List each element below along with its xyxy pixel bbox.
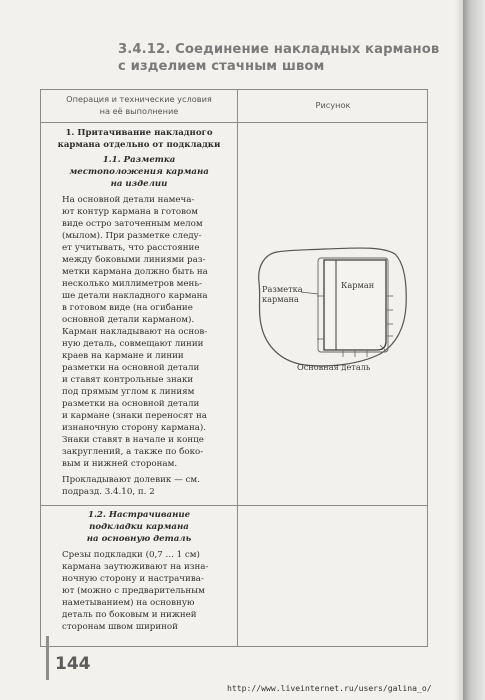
subheading-1-2-line-3: на основную деталь: [86, 534, 192, 544]
body-text-line: метки кармана должно быть на: [62, 267, 208, 277]
body-text-line: Срезы подкладки (0,7 ... 1 см): [62, 550, 200, 560]
body-text-line: и ставят контрольные знаки: [62, 375, 194, 385]
pocket-marking-figure: [255, 244, 415, 376]
label-pocket-marking-line-1: Разметка: [262, 284, 303, 294]
subheading-1-1-line-3: на изделии: [110, 179, 168, 189]
column-header-operation-line-2: на её выполнение: [99, 106, 179, 116]
subheading-1-2-line-2: подкладки кармана: [89, 522, 189, 532]
marking-leader-line: [301, 292, 318, 294]
page-number-bar: [46, 636, 49, 680]
body-text-line: Знаки ставят в начале и конце: [62, 435, 204, 445]
body-text-line: деталь по боковым и нижней: [62, 610, 197, 620]
column-header-figure: Рисунок: [315, 100, 351, 110]
subheading-1-2-line-1: 1.2. Настрачивание: [87, 510, 191, 520]
page-number: 144: [55, 654, 91, 674]
body-text-line: сторонам швом шириной: [62, 622, 178, 632]
body-text-line: ет учитывать, что расстояние: [62, 243, 200, 253]
column-header-operation-line-1: Операция и технические условия: [66, 94, 212, 104]
operation-heading-line-1: 1. Притачивание накладного: [65, 128, 213, 138]
operation-heading-line-2: кармана отдельно от подкладки: [57, 140, 221, 150]
subheading-1-1-line-2: местоположения кармана: [69, 167, 209, 177]
body-text-line: наметыванием) на основную: [62, 598, 195, 608]
body-text-line: разметки на основной детали: [62, 363, 200, 373]
body-text-line: ют контур кармана в готовом: [62, 207, 199, 217]
body-text-line: в готовом виде (на огибание: [62, 303, 193, 313]
body-text-line: краев на кармане и линии: [62, 351, 184, 361]
page-edge-shadow: [455, 0, 463, 700]
pocket-outline: [324, 260, 386, 350]
section-title-line-2: с изделием стачным швом: [118, 59, 325, 74]
body-text-line: основной детали карманом).: [62, 315, 195, 325]
body-text-line: На основной детали намеча-: [62, 195, 195, 205]
body-text-line: закруглений, а также по боко-: [62, 447, 204, 457]
book-spine-shadow: [463, 0, 485, 700]
body-text-line: кармана заутюживают на изна-: [62, 562, 209, 572]
column-divider: [237, 89, 238, 647]
body-text-line: ше детали накладного кармана: [62, 291, 208, 301]
body-text-line: Прокладывают долевик — см.: [62, 475, 200, 485]
header-divider: [40, 122, 428, 123]
body-text-line: изнаночную сторону кармана).: [62, 423, 207, 433]
body-text-line: ную деталь, совмещают линии: [62, 339, 204, 349]
body-text-line: ночную сторону и настрачива-: [62, 574, 204, 584]
subheading-1-1-line-1: 1.1. Разметка: [102, 155, 176, 165]
body-text-line: виде остро заточенным мелом: [62, 219, 203, 229]
body-text-line: под прямым углом к линиям: [62, 387, 195, 397]
body-text-line: между боковыми линиями раз-: [62, 255, 206, 265]
body-text-line: ют (можно с предварительным: [62, 586, 205, 596]
source-watermark: http://www.liveinternet.ru/users/galina_o/: [227, 683, 432, 693]
body-text-line: Карман накладывают на основ-: [62, 327, 208, 337]
row-divider: [40, 505, 428, 506]
body-text-line: (мылом). При разметке следу-: [62, 231, 202, 241]
label-pocket-marking-line-2: кармана: [262, 294, 299, 304]
label-pocket: Карман: [341, 280, 375, 290]
label-main-part: Основная деталь: [297, 362, 371, 372]
body-text-line: и кармане (знаки переносят на: [62, 411, 207, 421]
section-title-line-1: 3.4.12. Соединение накладных карманов: [118, 42, 440, 57]
body-text-line: подразд. 3.4.10, п. 2: [62, 487, 155, 497]
body-text-line: разметки на основной детали: [62, 399, 200, 409]
body-text-line: несколько миллиметров мень-: [62, 279, 203, 289]
body-text-line: вым и нижней сторонам.: [62, 459, 178, 469]
